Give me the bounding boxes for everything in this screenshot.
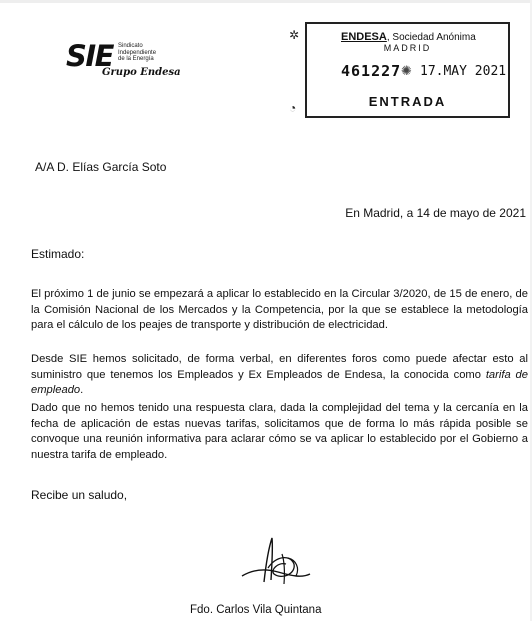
paragraph-2-text: Desde SIE hemos solicitado, de forma verbal, en diferentes foros como puede afectar esto al suministro que tenemos los Empleados y Ex Empleados de Endesa, la conocida como <box>31 353 528 381</box>
logo-line-1: Sindicato <box>118 43 143 49</box>
stamp-company <box>341 31 476 43</box>
paragraph-3: Dado que no hemos tenido una respuesta clara, dada la complejidad del tema y la cercanía en la fecha de aplicación de estas nuevas tarifas, solicitamos que de forma lo más rápida posible se convoque una reunión informativa para aclarar cómo se va aplicar lo establecido por el Gobierno a nuestra tarifa de empleado. <box>31 402 528 461</box>
stamp-date: 17.MAY 2021 <box>420 64 507 79</box>
logo-mark: SIE <box>66 39 113 73</box>
addressee: A/A D. Elías García Soto <box>35 160 167 174</box>
signer-name: Fdo. Carlos Vila Quintana <box>190 604 322 616</box>
stamp-seal-icon: ✺ <box>401 63 412 78</box>
letter-date: En Madrid, a 14 de mayo de 2021 <box>345 206 526 220</box>
logo-caption <box>118 43 156 63</box>
stamp-company-name: ENDESA <box>341 31 387 43</box>
staple-mark-icon: ◔ <box>289 101 297 115</box>
logo-line-3: de la Energía <box>118 56 154 62</box>
paragraph-1: El próximo 1 de junio se empezará a aplicar lo establecido en la Circular 3/2020, de 15 de enero, de la Comisión Nacional de los Mercados y la Competencia, por la que se establece la metodología para el cálculo de los peajes de transporte y distribución de electricidad. <box>31 288 528 331</box>
handwritten-signature <box>238 534 313 594</box>
staple-mark-icon: ✲ <box>289 28 300 42</box>
entry-stamp <box>305 22 510 118</box>
paragraph-2 <box>31 352 528 399</box>
sie-logo <box>66 39 181 80</box>
logo-line-2: Independiente <box>118 49 157 56</box>
greeting: Estimado: <box>31 247 85 261</box>
paragraph-2-italic: tarifa de empleado <box>31 368 528 396</box>
closing: Recibe un saludo, <box>31 488 128 502</box>
stamp-company-type: , Sociedad Anónima <box>386 32 476 43</box>
logo-group-name: Grupo Endesa <box>102 67 181 78</box>
paragraph-2-end: . <box>80 384 84 396</box>
stamp-number: 461227 <box>341 62 402 80</box>
stamp-entry-label: ENTRADA <box>368 94 447 109</box>
page-top-edge <box>0 0 532 3</box>
stamp-city: MADRID <box>383 43 432 53</box>
